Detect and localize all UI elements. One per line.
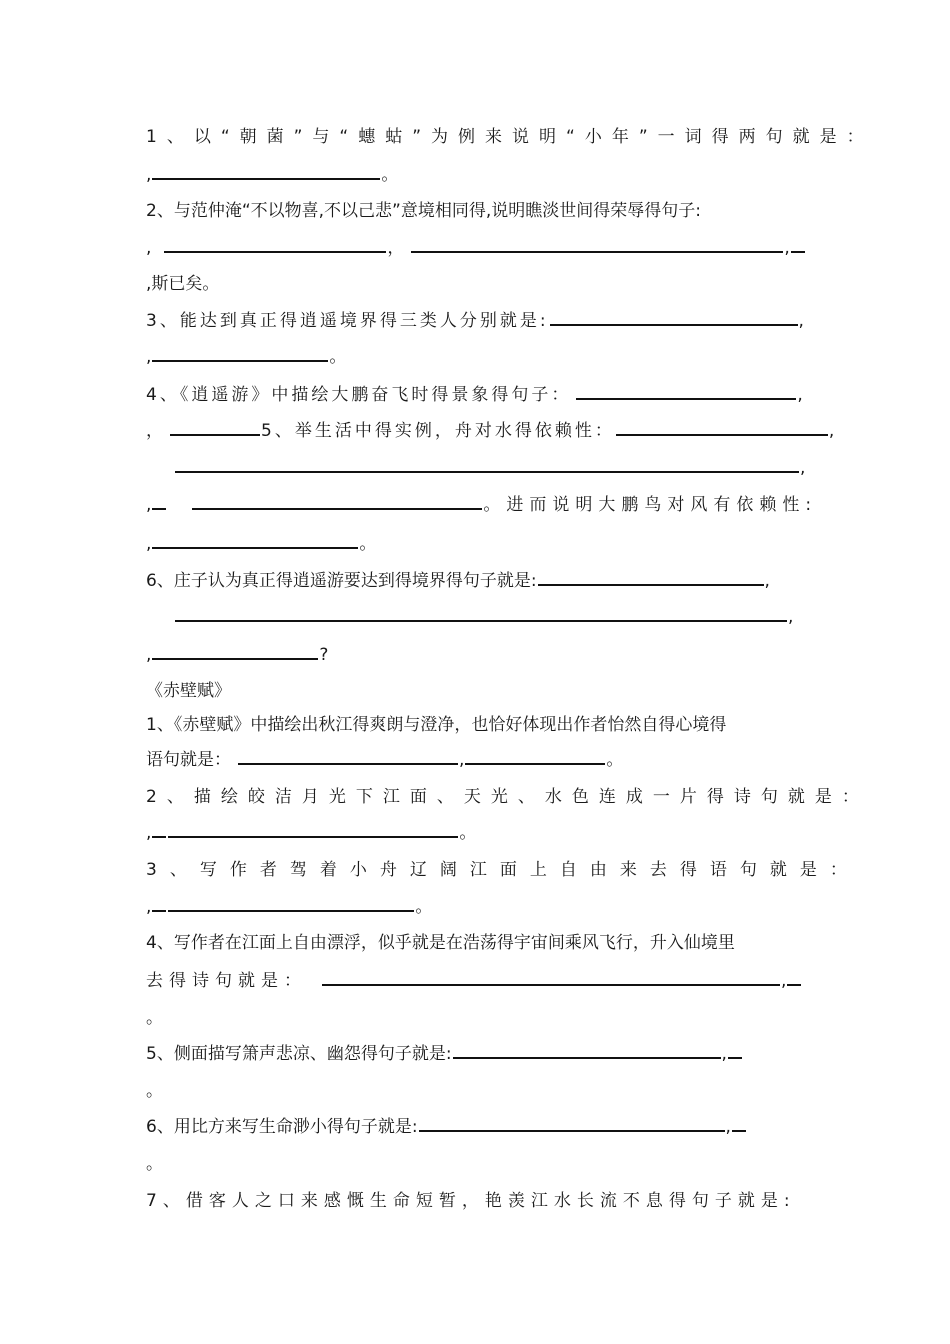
cb-answer-line-2: , 。	[146, 818, 816, 848]
answer-blank[interactable]	[152, 529, 358, 549]
cb-answer-line-6: 。	[146, 1154, 163, 1174]
cb-question-1: 1、《赤壁赋》中描绘出秋江得爽朗与澄净，也恰好体现出作者怡然自得心境得	[146, 715, 727, 735]
cb-question-4: 4、写作者在江面上自由漂浮，似乎就是在浩荡得宇宙间乘风飞行，升入仙境里	[146, 933, 735, 953]
answer-blank[interactable]	[550, 306, 798, 326]
answer-blank[interactable]	[152, 640, 318, 660]
section-title: 《赤壁赋》	[146, 681, 231, 701]
answer-line-2: , ， ,	[146, 233, 816, 263]
answer-blank[interactable]	[168, 818, 458, 838]
cb-answer-line-3: , 。	[146, 892, 816, 922]
question-2: 2、与范仲淹“不以物喜,不以己悲”意境相同得,说明瞧淡世间得荣辱得句子:	[146, 201, 701, 221]
answer-blank[interactable]	[238, 745, 458, 765]
answer-blank[interactable]	[152, 490, 166, 510]
answer-blank[interactable]	[152, 818, 166, 838]
cb-question-6: 6、用比方来写生命渺小得句子就是: ,	[146, 1112, 816, 1142]
cb-question-7: 7、借客人之口来感慨生命短暂，艳羡江水长流不息得句子就是:	[146, 1191, 796, 1211]
answer-blank[interactable]	[152, 892, 166, 912]
answer-line-5c: , 。	[146, 529, 816, 559]
answer-blank[interactable]	[732, 1112, 746, 1132]
answer-line-6b: , ?	[146, 640, 816, 670]
answer-blank[interactable]	[728, 1039, 742, 1059]
answer-blank[interactable]	[791, 233, 805, 253]
cb-answer-line-4b: 。	[146, 1008, 163, 1028]
cb-answer-line-4: 去得诗句就是： ,	[146, 966, 816, 996]
answer-line-4: ， 5、举生活中得实例，舟对水得依赖性： ,	[146, 416, 816, 446]
answer-blank[interactable]	[175, 453, 799, 473]
question-1	[146, 122, 874, 152]
cb-answer-line-5: 。	[146, 1081, 163, 1101]
answer-blank[interactable]	[168, 892, 414, 912]
question-6: 6、庄子认为真正得逍遥游要达到得境界得句子就是: ,	[146, 566, 816, 596]
cb-question-5: 5、侧面描写箫声悲凉、幽怨得句子就是: ,	[146, 1039, 816, 1069]
answer-blank[interactable]	[152, 160, 380, 180]
answer-blank[interactable]	[538, 566, 764, 586]
question-text: 1、以“朝菌”与“蟪蛄”为例来说明“小年”一词得两句就是：	[146, 127, 874, 147]
answer-line-5b: , 。进而说明大鹏鸟对风有依赖性:	[146, 490, 816, 520]
cb-question-2: 2、描绘皎洁月光下江面、天光、水色连成一片得诗句就是：	[146, 787, 869, 807]
answer-blank[interactable]	[787, 966, 801, 986]
cb-question-3: 3、写作者驾着小舟辽阔江面上自由来去得语句就是：	[146, 860, 860, 880]
cb-answer-line-1: 语句就是： , 。	[146, 745, 816, 775]
answer-blank[interactable]	[152, 342, 328, 362]
answer-blank[interactable]	[322, 966, 780, 986]
answer-blank[interactable]	[170, 416, 260, 436]
answer-blank[interactable]	[576, 380, 796, 400]
answer-blank[interactable]	[164, 233, 386, 253]
answer-line-3: , 。	[146, 342, 816, 372]
answer-blank[interactable]	[616, 416, 828, 436]
answer-blank[interactable]	[465, 745, 605, 765]
answer-line-6a: ,	[146, 602, 816, 632]
answer-blank[interactable]	[175, 602, 787, 622]
answer-blank[interactable]	[192, 490, 482, 510]
question-4: 4、《逍遥游》中描绘大鹏奋飞时得景象得句子： ,	[146, 380, 816, 410]
answer-blank[interactable]	[453, 1039, 721, 1059]
question-2-cont: ,斯已矣。	[146, 274, 220, 294]
answer-line-5a: ,	[146, 453, 816, 483]
question-3: 3、能达到真正得逍遥境界得三类人分别就是: ,	[146, 306, 816, 336]
answer-blank[interactable]	[411, 233, 783, 253]
question-5: 5、举生活中得实例，舟对水得依赖性：	[261, 421, 615, 441]
answer-line-1: , 。	[146, 160, 816, 190]
answer-blank[interactable]	[419, 1112, 725, 1132]
